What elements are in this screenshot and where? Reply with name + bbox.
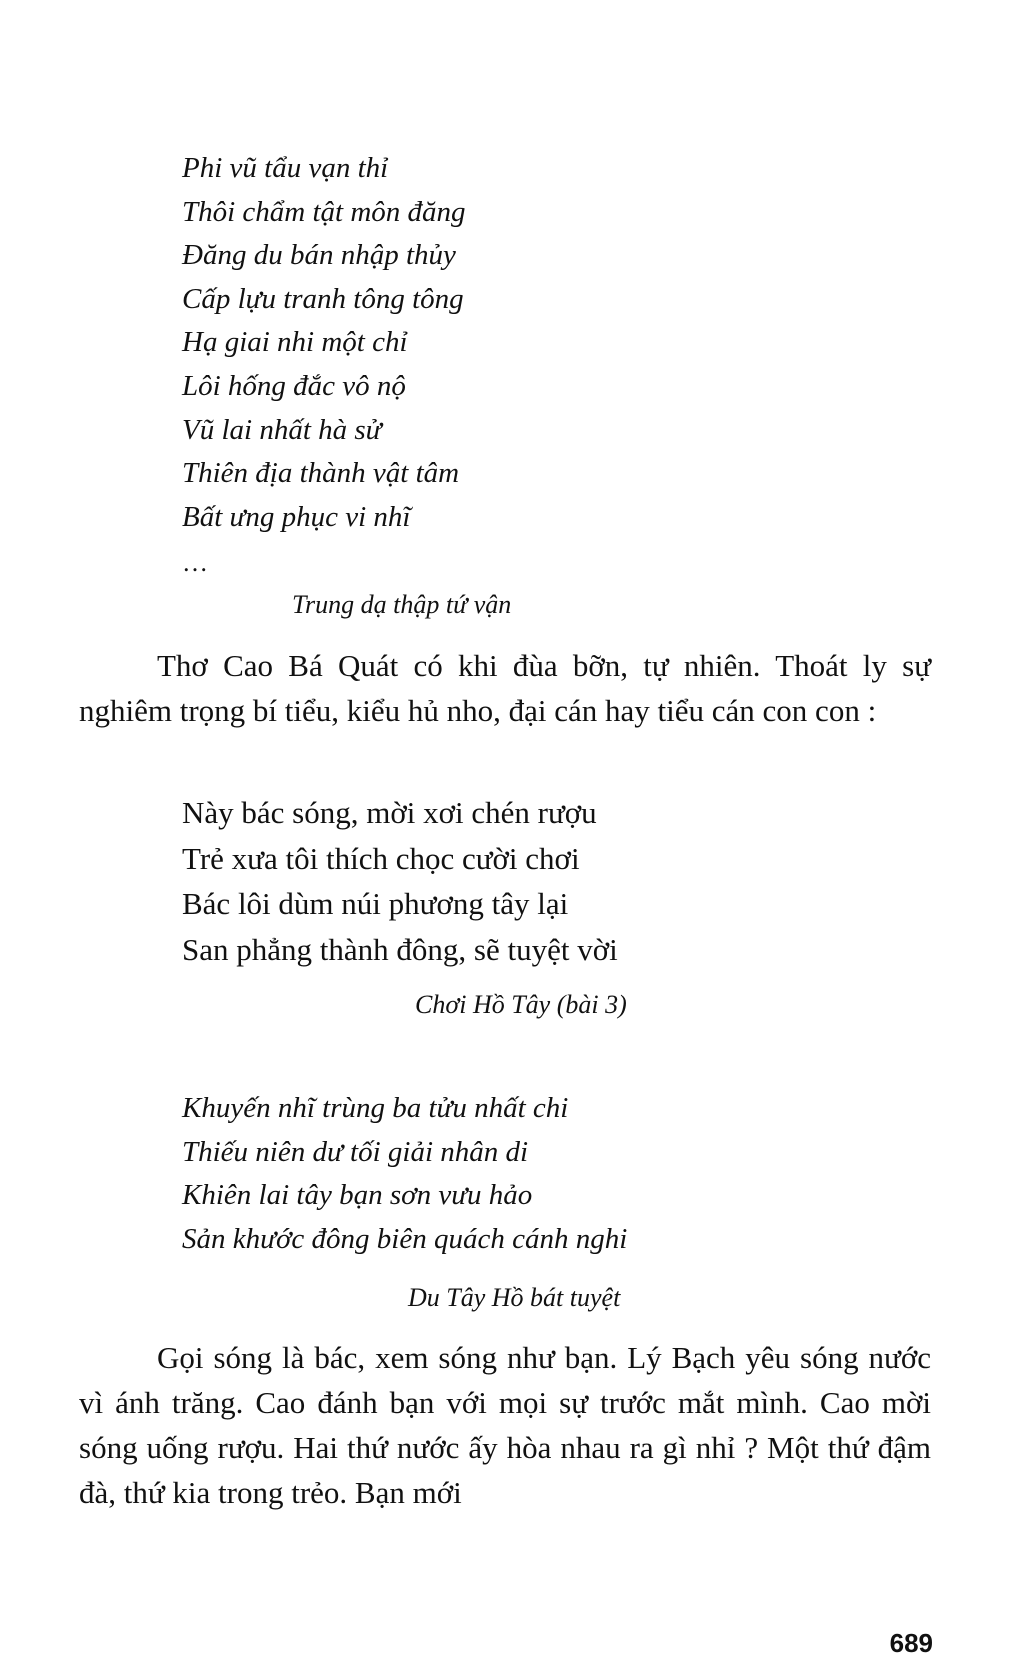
poem-line: Thôi chẩm tật môn đăng xyxy=(182,195,466,228)
poem-2-source-caption: Chơi Hồ Tây (bài 3) xyxy=(415,990,627,1019)
page-number: 689 xyxy=(889,1628,933,1658)
paragraph-text: Thơ Cao Bá Quát có khi đùa bỡn, tự nhiên. Thoát ly sự nghiêm trọng bí tiểu, kiểu hủ nho, đại cán hay tiểu cán con con : xyxy=(79,648,931,728)
poem-translation xyxy=(182,790,618,972)
poem-line: Này bác sóng, mời xơi chén rượu xyxy=(182,795,597,830)
poem-line: Bất ưng phục vi nhĩ xyxy=(182,500,411,533)
body-paragraph-2 xyxy=(79,1335,931,1515)
poem-line: Lôi hống đắc vô nộ xyxy=(182,369,406,402)
poem-line: Hạ giai nhi một chỉ xyxy=(182,326,408,359)
poem-line: Đăng du bán nhập thủy xyxy=(182,239,456,272)
poem-line: Thiếu niên dư tối giải nhân di xyxy=(182,1135,529,1168)
poem-line: San phẳng thành đông, sẽ tuyệt vời xyxy=(182,931,618,967)
poem-line: Phi vũ tẩu vạn thỉ xyxy=(182,152,389,184)
poem-line: Khuyến nhĩ trùng ba tửu nhất chi xyxy=(182,1092,569,1124)
poem-transliteration-2 xyxy=(182,1087,627,1261)
poem-line: Bác lôi dùm núi phương tây lại xyxy=(182,886,569,921)
body-paragraph-1 xyxy=(79,643,931,733)
poem-line: Cấp lựu tranh tông tông xyxy=(182,282,464,315)
poem-transliteration-1 xyxy=(182,147,466,539)
poem-ellipsis: … xyxy=(182,548,208,577)
poem-line: Thiên địa thành vật tâm xyxy=(182,457,460,490)
poem-line: Khiên lai tây bạn sơn vưu hảo xyxy=(182,1179,533,1212)
poem-line: Vũ lai nhất hà sử xyxy=(182,413,382,446)
poem-3-source-caption: Du Tây Hồ bát tuyệt xyxy=(408,1283,621,1312)
paragraph-text: Gọi sóng là bác, xem sóng như bạn. Lý Bạch yêu sóng nước vì ánh trăng. Cao đánh bạn với mọi sự trước mắt mình. Cao mời sóng uống rượu. Hai thứ nước ấy hòa nhau ra gì nhỉ ? Một thứ đậm đà, thứ kia trong trẻo. Bạn mới xyxy=(79,1340,931,1510)
poem-line: Sản khước đông biên quách cánh nghi xyxy=(182,1222,628,1255)
poem-1-source-caption: Trung dạ thập tứ vận xyxy=(292,590,512,619)
poem-line: Trẻ xưa tôi thích chọc cười chơi xyxy=(182,840,580,876)
